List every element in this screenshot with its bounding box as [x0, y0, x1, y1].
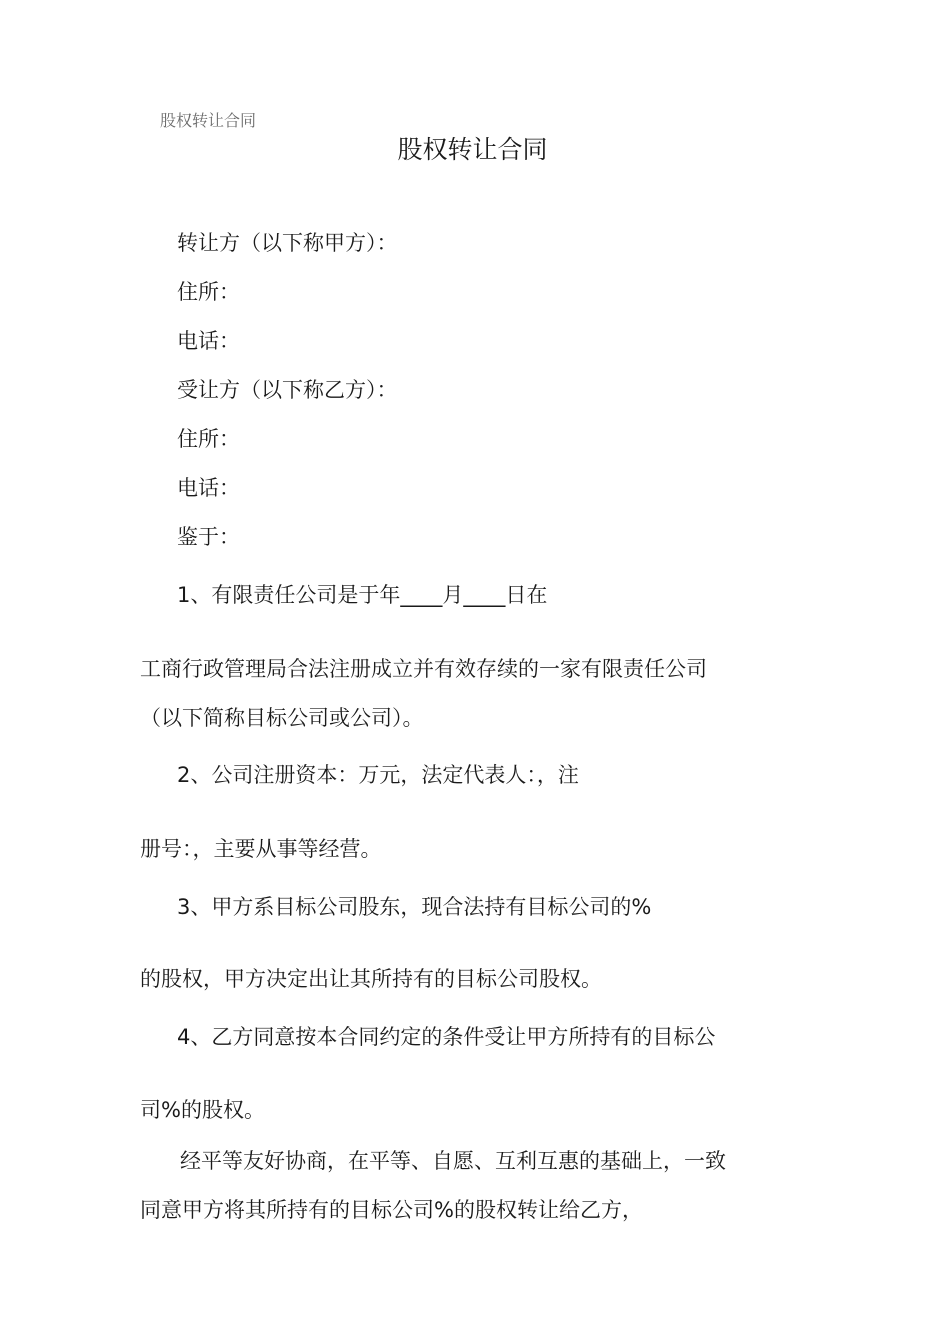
- transferee-phone: 电话：: [177, 476, 240, 500]
- clause-4-line-2: 司%的股权。: [140, 1098, 265, 1122]
- clause-2-line-2: 册号：，主要从事等经营。: [140, 837, 382, 861]
- whereas-heading: 鉴于：: [177, 525, 240, 549]
- clause-3-line-1: 3、甲方系目标公司股东，现合法持有目标公司的%: [177, 895, 652, 919]
- clause-1-line-2: 工商行政管理局合法注册成立并有效存续的一家有限责任公司: [140, 657, 707, 681]
- clause-1-line-1: 1、有限责任公司是于年____月____日在: [177, 583, 548, 607]
- transferor-phone: 电话：: [177, 329, 240, 353]
- agreement-line-2: 同意甲方将其所持有的目标公司%的股权转让给乙方，: [140, 1198, 643, 1222]
- clause-2-line-1: 2、公司注册资本：万元，法定代表人：，注: [177, 763, 579, 787]
- clause-4-line-1: 4、乙方同意按本合同约定的条件受让甲方所持有的目标公: [177, 1025, 716, 1049]
- transferor-address: 住所：: [177, 280, 240, 304]
- clause-3-line-2: 的股权，甲方决定出让其所持有的目标公司股权。: [140, 967, 602, 991]
- document-title: 股权转让合同: [397, 135, 548, 164]
- transferor-label: 转让方（以下称甲方）：: [177, 231, 398, 255]
- agreement-line-1: 经平等友好协商，在平等、自愿、互利互惠的基础上，一致: [180, 1149, 726, 1173]
- running-header: 股权转让合同: [160, 111, 257, 130]
- transferee-label: 受让方（以下称乙方）：: [177, 378, 398, 402]
- transferee-address: 住所：: [177, 427, 240, 451]
- clause-1-line-3: （以下简称目标公司或公司）。: [140, 706, 424, 730]
